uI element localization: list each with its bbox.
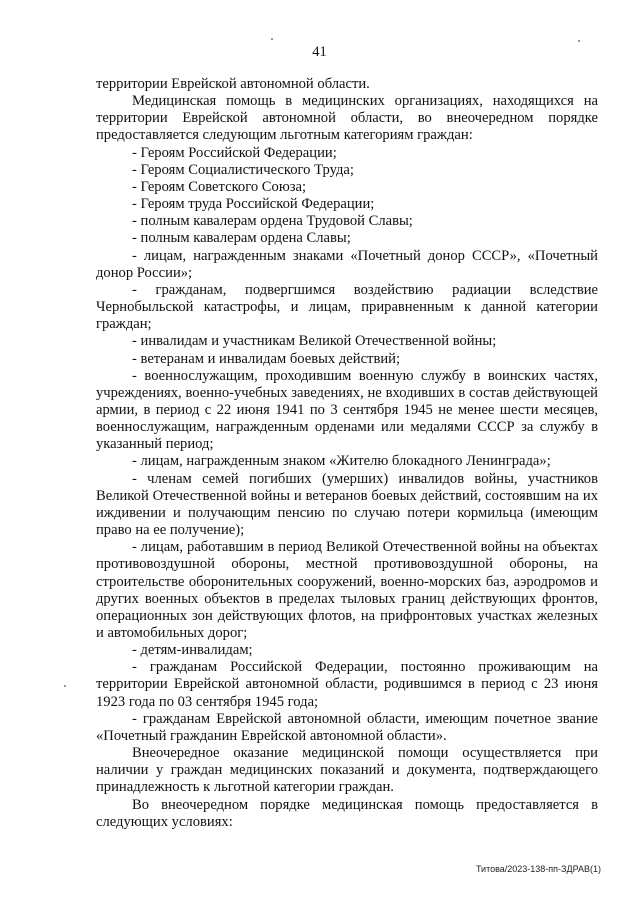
list-item: - Героям Советского Союза; xyxy=(132,178,307,195)
list-item: - детям-инвалидам; xyxy=(132,642,253,659)
scan-speck xyxy=(578,40,580,42)
list-item: - членам семей погибших (умерших) инвалидов войны, участников Великой Отечественной войны и ветеранов боевых действий, состоявшим на их иждивении и получающим пенсию по случаю потери кормильца (имеющим право на ее получение); xyxy=(96,470,598,539)
list-item: - гражданам Российской Федерации, постоянно проживающим на территории Еврейской автономной области, родившимся в период с 23 июня 1923 года по 03 сентября 1945 года; xyxy=(96,659,598,710)
list-item: - полным кавалерам ордена Славы; xyxy=(132,230,351,247)
list-item: - инвалидам и участникам Великой Отечественной войны; xyxy=(132,333,497,350)
list-item: - гражданам, подвергшимся воздействию радиации вследствие Чернобыльской катастрофы, и лицам, приравненным к данной категории граждан; xyxy=(96,281,598,333)
list-item: - лицам, работавшим в период Великой Отечественной войны на объектах противовоздушной обороны, местной противовоздушной обороны, на строительстве оборонительных сооружений, военно-морских баз, аэродромов и других военных объектов в пределах тыловых границ действующих фронтов, операционных зон действующих флотов, на прифронтовых участках железных и автомобильных дорог; xyxy=(96,539,598,641)
list-item: - гражданам Еврейской автономной области, имеющим почетное звание «Почетный гражданин Еврейской автономной области». xyxy=(96,710,598,744)
document-body xyxy=(96,76,598,831)
paragraph: Медицинская помощь в медицинских организациях, находящихся на территории Еврейской автономной области, во внеочередном порядке предоставляется следующим льготным категориям граждан: xyxy=(96,93,598,144)
paragraph: Внеочередное оказание медицинской помощи осуществляется при наличии у граждан медицинских показаний и документа, подтверждающего принадлежность к льготной категории граждан. xyxy=(96,745,598,796)
list-item: - лицам, награжденным знаками «Почетный донор СССР», «Почетный донор России»; xyxy=(96,247,598,281)
list-item: - Героям Социалистического Труда; xyxy=(132,161,354,178)
list-item: - ветеранам и инвалидам боевых действий; xyxy=(132,350,401,367)
list-item: - полным кавалерам ордена Трудовой Славы; xyxy=(132,213,413,230)
paragraph: территории Еврейской автономной области. xyxy=(96,76,370,92)
paragraph: Во внеочередном порядке медицинская помощь предоставляется в следующих условиях: xyxy=(96,796,598,830)
list-item: - лицам, награжденным знаком «Жителю блокадного Ленинграда»; xyxy=(132,453,551,470)
footer-reference: Титова/2023-138-пп-ЗДРАВ(1) xyxy=(475,864,601,874)
scan-speck xyxy=(64,685,66,687)
scan-speck xyxy=(271,38,273,40)
list-item: - Героям труда Российской Федерации; xyxy=(132,196,375,213)
page-number: 41 xyxy=(312,44,327,60)
list-item: - военнослужащим, проходившим военную службу в воинских частях, учреждениях, военно-учебных заведениях, не входивших в состав действующей армии, в период с 22 июня 1941 по 3 сентября 1945 не менее шести месяцев, военнослужащим, награжденным орденами или медалями СССР за службу в указанный период; xyxy=(96,367,598,453)
list-item: - Героям Российской Федерации; xyxy=(132,144,337,161)
